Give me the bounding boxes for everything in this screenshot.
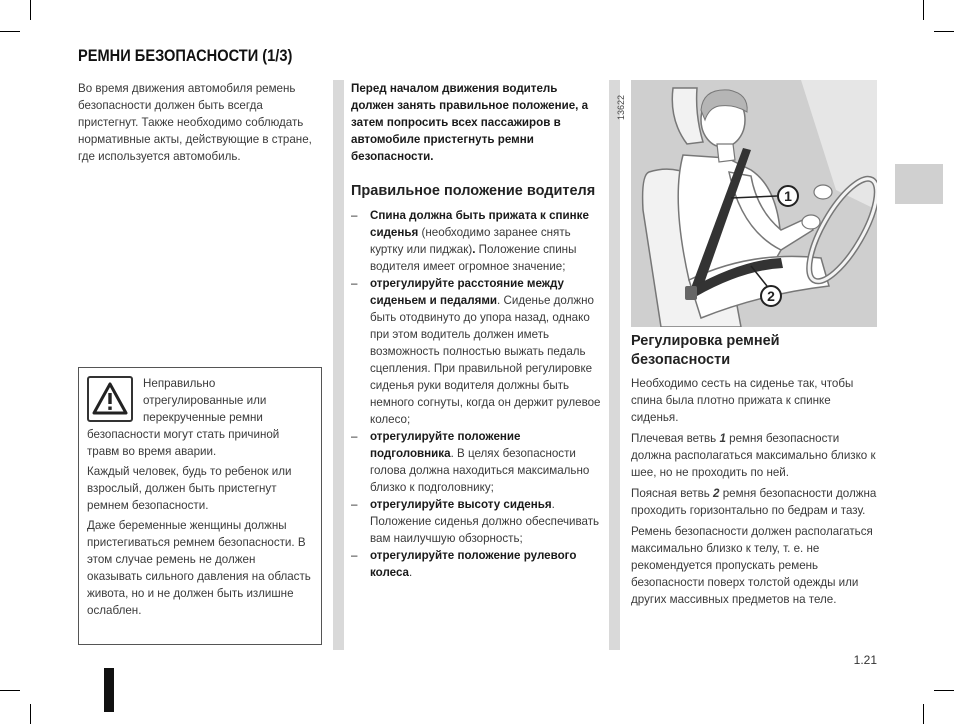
list-item: – отрегулируйте положение рулевого колеса. xyxy=(351,547,601,581)
crop-mark xyxy=(0,690,20,691)
column-divider xyxy=(333,80,344,650)
crop-mark xyxy=(934,690,954,691)
callout-2-label: 2 xyxy=(767,288,775,304)
warning-text-1: Неправильно отрегулированные или перекрученные ремни безопасности могут стать причиной травм во время аварии. xyxy=(87,377,280,458)
list-item: – Спина должна быть прижата к спинке сиденья (необходимо заранее снять куртку или пиджак). Положение спины водителя имеет огромное значение; xyxy=(351,207,601,275)
position-list xyxy=(351,207,601,581)
callout-1-label: 1 xyxy=(784,188,792,204)
intro-column xyxy=(78,80,318,165)
adjustment-text-1: Необходимо сесть на сиденье так, чтобы спина была плотно прижата к спинке сиденья. xyxy=(631,377,854,424)
list-item: – отрегулируйте высоту сиденья. Положение сиденья должно обеспечивать вам наилучшую обзорность; xyxy=(351,496,601,547)
chapter-tab xyxy=(895,164,943,204)
driver-intro: Перед началом движения водитель должен занять правильное положение, а затем попросить всех пассажиров в автомобиле пристегнуть ремни безопасности. xyxy=(351,82,589,163)
margin-bar xyxy=(104,668,114,712)
warning-triangle-icon xyxy=(87,376,133,422)
warning-box xyxy=(78,367,322,645)
driver-position-column xyxy=(351,80,601,581)
list-item: – отрегулируйте положение подголовника. В целях безопасности голова должна находиться максимально близко к подголовнику; xyxy=(351,428,601,496)
crop-mark xyxy=(934,31,954,32)
column-divider xyxy=(609,80,620,650)
adjustment-text-3: Поясная ветвь 2 ремня безопасности должна проходить горизонтально по бедрам и тазу. xyxy=(631,487,877,517)
adjustment-text-2: Плечевая ветвь 1 ремня безопасности должна располагаться максимально близко к шее, но не проходить по ней. xyxy=(631,432,876,479)
intro-text: Во время движения автомобиля ремень безопасности должен быть всегда пристегнут. Также необходимо соблюдать нормативные акты, действующие в стране, где используется автомобиль. xyxy=(78,82,312,163)
section-heading-belt-adjustment: Регулировка ремней безопасности xyxy=(631,333,780,368)
adjustment-text-4: Ремень безопасности должен располагаться максимально близко к телу, т. е. не рекомендуется пропускать ремень безопасности поверх толстой одежды или других массивных предметов на теле. xyxy=(631,525,873,606)
figure-id: 13622 xyxy=(616,94,626,120)
page-number: 1.21 xyxy=(853,653,877,667)
page-title: РЕМНИ БЕЗОПАСНОСТИ (1/3) xyxy=(78,46,293,65)
crop-mark xyxy=(30,704,31,724)
belt-adjustment-column xyxy=(631,332,881,608)
seatbelt-illustration xyxy=(631,80,877,327)
section-heading-driver-position: Правильное положение водителя xyxy=(351,183,596,199)
warning-text-2: Каждый человек, будь то ребенок или взрослый, должен быть пристегнут ремнем безопасности. xyxy=(87,465,292,512)
list-item: – отрегулируйте расстояние между сиденьем и педалями. Сиденье должно быть отодвинуто до упора назад, однако при этом водитель должен иметь возможность полностью выжать педаль сцепления. При правильной регулировке сиденья руки водителя должны быть немного согнуты, когда он держит рулевое колесо; xyxy=(351,275,601,428)
warning-text-3: Даже беременные женщины должны пристегиваться ремнем безопасности. В этом случае ремень не должен оказывать сильного давления на область живота, но и не должен быть излишне ослаблен. xyxy=(87,519,311,617)
crop-mark xyxy=(923,0,924,20)
crop-mark xyxy=(923,704,924,724)
crop-mark xyxy=(0,31,20,32)
crop-mark xyxy=(30,0,31,20)
